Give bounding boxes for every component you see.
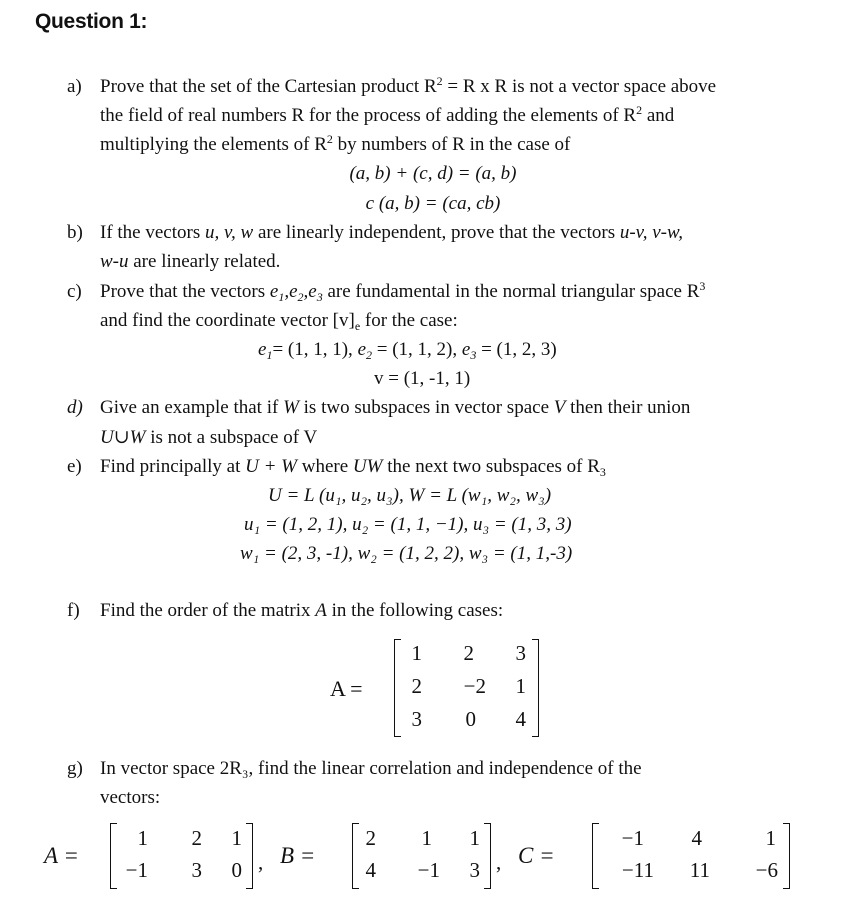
separator-comma: , (496, 850, 502, 874)
matrix-cell: 4 (365, 858, 376, 882)
matrix-cell: 1 (765, 826, 776, 850)
matrix-cell: 0 (465, 707, 476, 731)
separator-comma: , (258, 850, 264, 874)
item-b-line1: If the vectors u, v, w are linearly independent, prove that the vectors u-v, v-w, (100, 222, 683, 243)
item-a-line1: Prove that the set of the Cartesian product $R^2 = R$ x R is not a vector space above (100, 74, 717, 97)
matrix-cell: −6 (755, 858, 778, 882)
matrix-cell: 3 (515, 641, 526, 665)
matrix-cell: −1 (621, 826, 644, 850)
item-d-line1: Give an example that if W is two subspaces in vector space V then their union (100, 397, 691, 418)
item-label-e: e) (67, 456, 82, 477)
right-bracket (484, 823, 491, 889)
matrix-name: B = (280, 843, 316, 868)
item-label-f: f) (67, 600, 80, 621)
item-e-equation-2: u₁ = (1, 2, 1), u₂ = (1, 1, −1), u₃ = (1, 3, 3) (244, 514, 572, 535)
matrix-name: C = (518, 843, 555, 868)
item-f-line1: Find the order of the matrix A in the following cases: (100, 600, 504, 621)
matrix-cell: 1 (421, 826, 432, 850)
item-a-equation-1: (a, b) + (c, d) = (a, b) (349, 163, 517, 184)
item-e-line1: Find principally at U + W where UW the next two subspaces of $R_3$ (100, 456, 606, 479)
matrix-cell: 1 (515, 674, 526, 698)
matrix-cell: 2 (463, 641, 474, 665)
matrix-cell: 3 (411, 707, 422, 731)
item-c-equation-1: $e_1= (1$, 1, 1), $e_2 = (1$, 1, 2), $e_3 = (1$, 2, 3) (258, 339, 557, 362)
item-g-line1: In vector space 2R₃, find the linear correlation and independence of the (100, 758, 642, 779)
matrix-cell: 2 (411, 674, 422, 698)
left-bracket (394, 639, 401, 737)
matrix-cell: 1 (137, 826, 148, 850)
matrix-cell: 1 (469, 826, 480, 850)
item-d-line2: U∪W is not a subspace of V (100, 427, 318, 448)
item-c-equation-2: v = (1, -1, 1) (374, 368, 471, 389)
matrix-cell: −11 (621, 858, 654, 882)
matrix-cell: 4 (691, 826, 702, 850)
matrix-cell: 3 (191, 858, 202, 882)
matrix-cell: 3 (469, 858, 480, 882)
item-c-line1: Prove that the vectors $e_1,e_2,e_3$ are fundamental in the normal triangular space $R^3$ (100, 279, 706, 304)
item-label-a: a) (67, 76, 82, 97)
matrix-cell: 11 (689, 858, 710, 882)
right-bracket (246, 823, 253, 889)
right-bracket (783, 823, 790, 889)
right-bracket (532, 639, 539, 737)
item-e-equation-3: w₁ = (2, 3, -1), w₂ = (1, 2, 2), w₃ = (1, 1,-3) (240, 543, 573, 564)
matrix-cell: −1 (417, 858, 440, 882)
matrix-cell: 1 (411, 641, 422, 665)
question-title: Question 1: (35, 10, 148, 33)
matrix-cell: −1 (125, 858, 148, 882)
matrix-cell: −2 (463, 674, 486, 698)
matrix-cell: 0 (231, 858, 242, 882)
matrix-name: A = (330, 676, 363, 701)
item-label-b: b) (67, 222, 83, 243)
item-c-line2: and find the coordinate vector $[v]_e$ for the case: (100, 310, 458, 333)
matrix-cell: 2 (365, 826, 376, 850)
matrix-cell: 2 (191, 826, 202, 850)
item-g-line2: vectors: (100, 787, 161, 808)
matrix-name: A = (44, 843, 79, 868)
matrix-cell: 1 (231, 826, 242, 850)
item-label-g: g) (67, 758, 83, 779)
item-a-line2: the field of real numbers R for the process of adding the elements of $R^2$ and (100, 103, 675, 126)
item-label-c: c) (67, 281, 82, 302)
item-label-d: d) (67, 397, 83, 418)
item-a-equation-2: c (a, b) = (ca, cb) (365, 193, 501, 214)
item-a-line3: multiplying the elements of $R^2$ by numbers of R in the case of (100, 132, 571, 155)
item-b-line2: w-u are linearly related. (100, 251, 281, 272)
matrix-cell: 4 (515, 707, 526, 731)
item-e-equation-1: U = L (u₁, u₂, u₃), W = L (w₁, w₂, w₃) (268, 485, 552, 506)
